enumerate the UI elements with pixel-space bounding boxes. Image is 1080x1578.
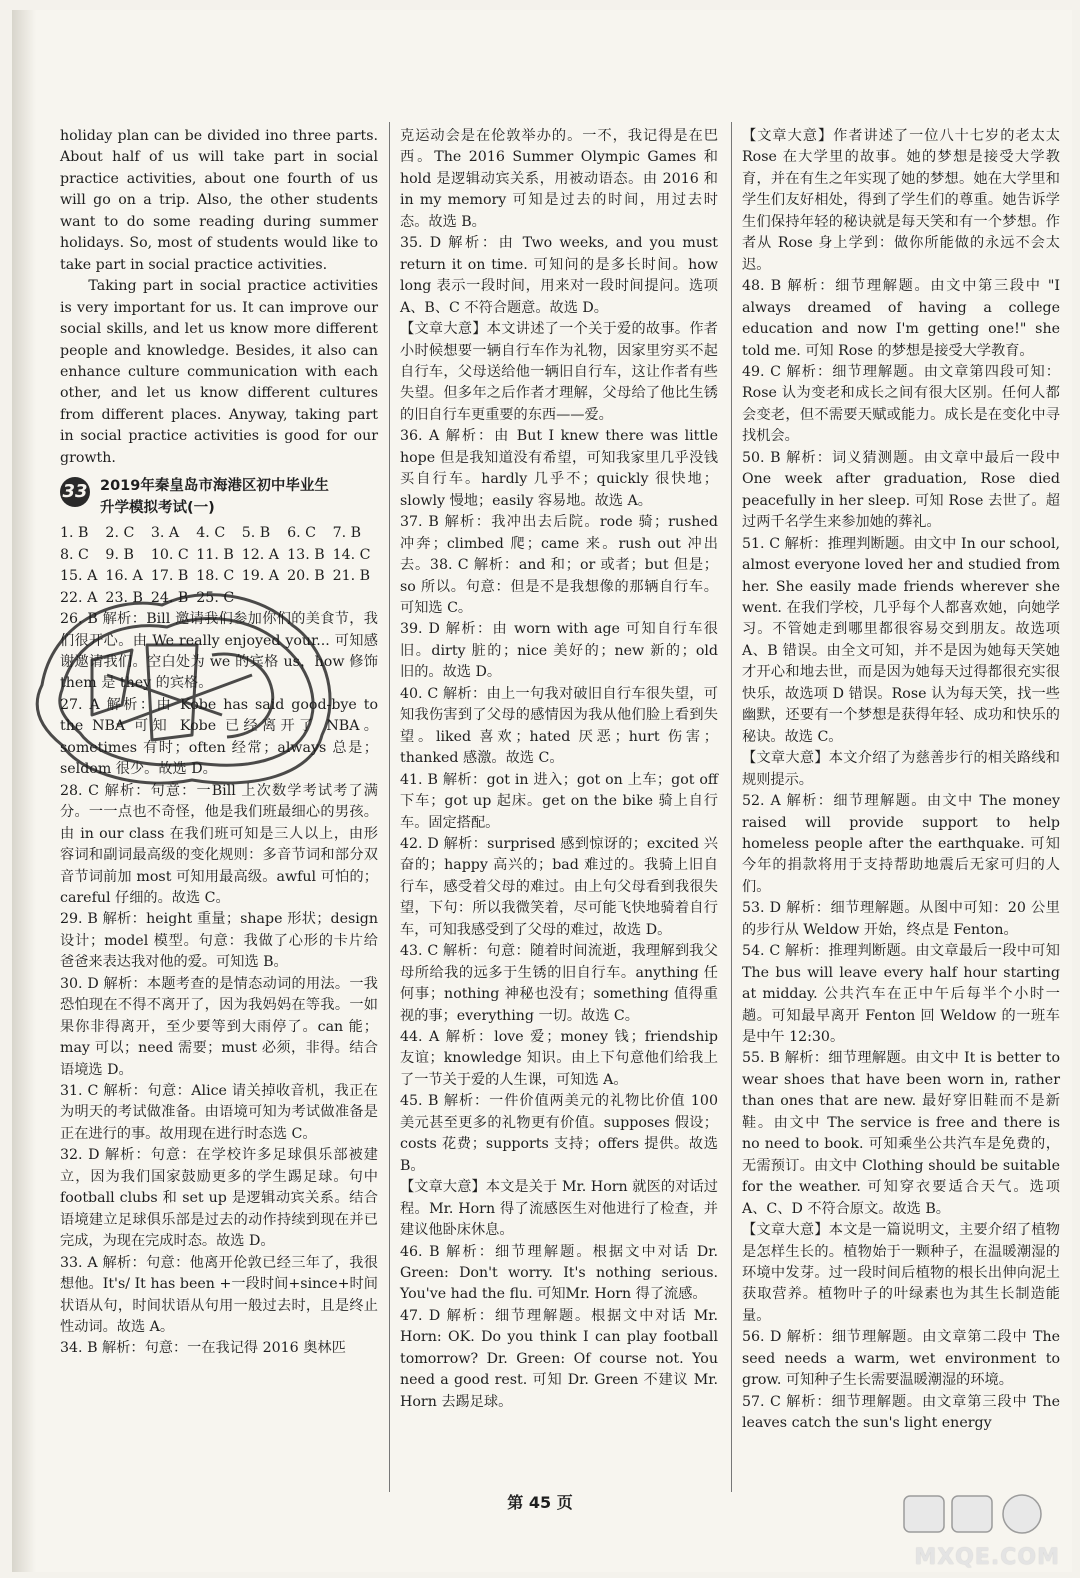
answer-explanation: 42. D 解析：surprised 感到惊讶的；excited 兴奋的；happy 高兴的；bad 难过的。我骑上旧自行车，感受着父母的难过。由上句父母看到我很失望，下句：所以我微笑着，尽可能飞快地骑着自行车，可知我感受到了父母的难过，故选 D。	[400, 835, 718, 938]
answer-explanation: 52. A 解析：细节理解题。由文中 The money raised will provide support to help homeless people after the earthquake. 可知今年的捐款将用于支持帮助地震后无家可归的人们。	[742, 793, 1060, 895]
answer-explanation: 41. B 解析：got in 进入；got on 上车；got off 下车；got up 起床。get on the bike 骑上自行车。固定搭配。	[400, 771, 718, 831]
answer-explanation: 57. C 解析：细节理解题。由文章第三段中 The leaves catch the sun's light energy	[742, 1393, 1060, 1432]
answer-explanation: 53. D 解析：细节理解题。从图中可知：20 公里的步行从 Weldow 开始，终点是 Fenton。	[742, 900, 1060, 938]
answer-cell: 12. A	[241, 546, 280, 563]
answer-grid	[60, 523, 378, 609]
answer-cell: 24. B	[150, 589, 189, 606]
answer-explanation: 49. C 解析：细节理解题。由文章第四段可知：Rose 认为变老和成长之间有很大区别。任何人都会变老，但不需要天赋或能力。成长是在变化中寻找机会。	[742, 363, 1060, 445]
answer-cell: 11. B	[196, 546, 234, 563]
answer-explanation: 47. D 解析：细节理解题。根据文中对话 Mr. Horn: OK. Do you think I can play football tomorrow? Dr. Green: Of course not. You need a good rest. 可知 Dr. Green 不建议 Mr. Horn 去踢足球。	[400, 1307, 718, 1410]
page-edge-shadow	[12, 10, 36, 1572]
section-title: 2019年秦皇岛市海港区初中毕业生	[100, 478, 329, 495]
answer-cell: 16. A	[105, 568, 143, 585]
page-number: 第 45 页	[507, 1493, 573, 1512]
answer-cell: 17. B	[150, 568, 189, 585]
answer-cell: 4. C	[196, 525, 226, 542]
answer-explanation: 56. D 解析：细节理解题。由文章第二段中 The seed needs a warm, wet environment to grow. 可知种子生长需要温暖潮湿的环境。	[742, 1329, 1060, 1389]
article-summary: 【文章大意】本文是一篇说明文，主要介绍了植物是怎样生长的。植物始于一颗种子，在温暖潮湿的环境中发芽。过一段时间后植物的根长出伸向泥土获取营养。植物叶子的叶绿素也为其生长制造能量。	[742, 1222, 1060, 1324]
answer-explanation: 36. A 解析：由 But I knew there was little hope 但是我知道没有希望，可知我家里几乎没钱买自行车。hardly 几乎不；quickly 很快地；slowly 慢地；easily 容易地。故选 A。	[400, 428, 718, 509]
answer-explanation: 26. B 解析：Bill 邀请我们参加你们的美食节，我们很开心。由 We really enjoyed your... 可知感谢邀请我们。空白处为 we 的宾格 us，how 修饰 them 是 they 的宾格。	[60, 611, 378, 692]
column-2	[400, 126, 718, 1413]
answer-explanation: 43. C 解析：句意：随着时间流逝，我理解到我父母所给我的远多于生锈的旧自行车。anything 任何事；nothing 神秘也没有；something 值得重视的事；everything 一切。故选 C。	[400, 943, 718, 1024]
answer-explanation: 40. C 解析：由上一句我对破旧自行车很失望，可知我伤害到了父母的感情因为我从他们脸上看到失望。liked 喜欢；hated 厌恶；hurt 伤害；thanked 感激。故选 C。	[400, 685, 718, 767]
answer-explanation: 51. C 解析：推理判断题。由文中 In our school, almost everyone loved her and studied from her. She easily made friends wherever she went. 在我们学校，几乎每个人都喜欢她，向她学习。不管她走到哪里都很容易交到朋友。故选项 A、B 错误。由全文可知，并不是因为她每天笑她才开心和地去世，而是因为她每天过得都很充实很快乐，故选项 D 错误。Rose 认为每天笑，找一些幽默，还要有一个梦想是获得年轻、成功和快乐的秘诀。故选 C。	[742, 535, 1060, 745]
watermark-url: MXQE.COM	[914, 1545, 1060, 1570]
section-subtitle: 升学模拟考试(一)	[100, 500, 215, 517]
column-divider	[731, 122, 732, 1492]
answer-explanation: 54. C 解析：推理判断题。由文章最后一段中可知 The bus will leave every half hour starting at midday. 公共汽车在正中午后每半个小时一趟。可知最早离开 Fenton 回 Weldow 的一班车是中午 12:30。	[742, 943, 1060, 1046]
answer-cell: 19. A	[241, 568, 280, 585]
answer-cell: 14. C	[332, 546, 371, 563]
essay-paragraph: holiday plan can be divided ino three parts. About half of us will take part in social practice activities, about one fourth of us will go on a trip. Also, the other students want to do some reading during summer holidays. So, most of students would like to take part in social practice activities.	[60, 128, 378, 273]
answer-explanation: 45. B 解析：一件价值两美元的礼物比价值 100 美元甚至更多的礼物更有价值。supposes 假设；costs 花费；supports 支持；offers 提供。故选 B。	[400, 1093, 718, 1174]
answer-explanation: 克运动会是在伦敦举办的。一不，我记得是在巴西。The 2016 Summer Olympic Games 和 hold 是逻辑动宾关系，用被动语态。由 2016 和 in my memory 可知是过去的时间，用过去时态。故选 B。	[400, 128, 718, 230]
answer-cell: 13. B	[287, 546, 325, 563]
answer-explanation: 37. B 解析：我冲出去后院。rode 骑；rushed 冲奔；climbed 爬；came 来。rush out 冲出去。38. C 解析：and 和；or 或者；but 但是；so 所以。句意：但是不是我想像的那辆自行车。可知选 C。	[400, 514, 718, 616]
section-number-badge: 33	[60, 477, 90, 507]
answer-cell: 23. B	[105, 589, 143, 606]
article-summary: 【文章大意】本文讲述了一个关于爱的故事。作者小时候想要一辆自行车作为礼物，因家里穷买不起自行车，父母送给他一辆旧自行车，这让作者有些失望。但多年之后作者才理解，父母给了他比生锈的旧自行车更重要的东西——爱。	[400, 321, 718, 423]
answer-cell: 18. C	[196, 568, 235, 585]
answer-explanation: 48. B 解析：细节理解题。由文中第三段中 "I always dreamed of having a college education and now I'm getting one!" she told me. 可知 Rose 的梦想是接受大学教育。	[742, 278, 1060, 359]
answer-explanation: 39. D 解析：由 worn with age 可知自行车很旧。dirty 脏的；nice 美好的；new 新的；old 旧的。故选 D。	[400, 621, 718, 681]
answer-explanation: 46. B 解析：细节理解题。根据文中对话 Dr. Green: Don't worry. It's nothing serious. You've had the flu. 可知Mr. Horn 得了流感。	[400, 1243, 718, 1303]
article-summary: 【文章大意】本文是关于 Mr. Horn 就医的对话过程。Mr. Horn 得了流感医生对他进行了检查，并建议他卧床休息。	[400, 1179, 718, 1239]
answer-cell: 25. C	[196, 589, 235, 606]
answer-explanation: 50. B 解析：词义猜测题。由文章中最后一段中 One week after graduation, Rose died peacefully in her sleep. 可知 Rose 去世了。超过两千名学生来参加她的葬礼。	[742, 449, 1060, 531]
answer-explanation: 33. A 解析：句意：他离开伦敦已经三年了，我很想他。It's/ It has been +一段时间+since+时间状语从句，时间状语从句用一般过去时，且是终止性动词。故选 A。	[60, 1254, 378, 1336]
column-1	[60, 126, 378, 1360]
answer-explanation: 29. B 解析：height 重量；shape 形状；design 设计；model 模型。句意：我做了心形的卡片给爸爸来表达我对他的爱。可知选 B。	[60, 911, 378, 971]
answer-explanation: 27. A 解析：由 Kobe has said good-bye to the NBA 可知 Kobe 已经离开了 NBA。sometimes 有时；often 经常；always 总是；seldom 很少。故选 D。	[60, 696, 378, 778]
answer-explanation: 31. C 解析：句意：Alice 请关掉收音机，我正在为明天的考试做准备。由语境可知为考试做准备是正在进行的事。故用现在进行时态选 C。	[60, 1083, 378, 1142]
answer-cell: 2. C	[105, 525, 135, 542]
answer-cell: 7. B	[332, 525, 362, 542]
answer-explanation: 44. A 解析：love 爱；money 钱；friendship 友谊；knowledge 知识。由上下句意他们给我上了一节关于爱的人生课，可知选 A。	[400, 1029, 718, 1088]
essay-paragraph: Taking part in social practice activities is very important for us. It can improve our social skills, and let us know more different people and knowledge. Besides, it also can enhance culture communication with each other, and let us know different cultures from different places. Anyway, taking part in social practice activities is good for our growth.	[60, 278, 378, 466]
section-heading	[60, 475, 378, 519]
answer-explanation: 30. D 解析：本题考查的是情态动词的用法。一我恐怕现在不得不离开了，因为我妈妈在等我。一如果你非得离开，至少要等到大雨停了。can 能；may 可以；need 需要；must 必须，非得。结合语境选 D。	[60, 975, 378, 1078]
answer-cell: 22. A	[60, 589, 98, 606]
answer-cell: 9. B	[105, 546, 134, 563]
answer-cell: 5. B	[241, 525, 271, 542]
answer-cell: 6. C	[287, 525, 317, 542]
answer-explanation: 35. D 解析：由 Two weeks, and you must return it on time. 可知问的是多长时间。how long 表示一段时间，用来对一段时间提问。选项 A、B、C 不符合题意。故选 D。	[400, 235, 718, 316]
answer-explanation: 55. B 解析：细节理解题。由文中 It is better to wear shoes that have been worn in, rather than ones that are new. 最好穿旧鞋而不是新鞋。由文中 The service is free and there is no need to book. 可知乘坐公共汽车是免费的，无需预订。由文中 Clothing should be suitable for the weather. 可知穿衣要适合天气。选项 A、C、D 不符合原文。故选 B。	[742, 1050, 1060, 1217]
answer-cell: 3. A	[150, 525, 180, 542]
article-summary: 【文章大意】作者讲述了一位八十七岁的老太太 Rose 在大学里的故事。她的梦想是接受大学教育，并在有生之年实现了她的梦想。她在大学里和学生们友好相处，得到了学生们的尊重。她告诉学生们保持年轻的秘诀就是每天笑和有一个梦想。作者从 Rose 身上学到：做你所能做的永远不会太迟。	[742, 128, 1060, 273]
answer-explanation: 34. B 解析：句意：一在我记得 2016 奥林匹	[60, 1340, 346, 1357]
answer-cell: 8. C	[60, 546, 89, 563]
answer-explanation: 28. C 解析：句意：一Bill 上次数学考试考了满分。一一点也不奇怪，他是我们班最细心的男孩。由 in our class 在我们班可知是三人以上，由形容词和副词最高级的变化规则：多音节词和部分双音节词前加 most 可知用最高级。awful 可怕的；careful 仔细的。故选 C。	[60, 782, 378, 906]
column-3	[742, 126, 1060, 1435]
answer-explanation: 32. D 解析：句意：在学校许多足球俱乐部被建立，因为我们国家鼓励更多的学生踢足球。句中 football clubs 和 set up 是逻辑动宾关系。结合语境建立足球俱乐部是过去的动作持续到现在并已完成，为现在完成时态。故选 D。	[60, 1147, 378, 1250]
column-divider	[389, 122, 390, 1492]
answer-cell: 15. A	[60, 568, 98, 585]
article-summary: 【文章大意】本文介绍了为慈善步行的相关路线和规则提示。	[742, 750, 1060, 788]
answer-cell: 1. B	[60, 525, 89, 542]
answer-cell: 21. B	[332, 568, 371, 585]
answer-cell: 20. B	[287, 568, 325, 585]
answer-key-page	[12, 10, 1072, 1572]
answer-cell: 10. C	[150, 546, 189, 563]
